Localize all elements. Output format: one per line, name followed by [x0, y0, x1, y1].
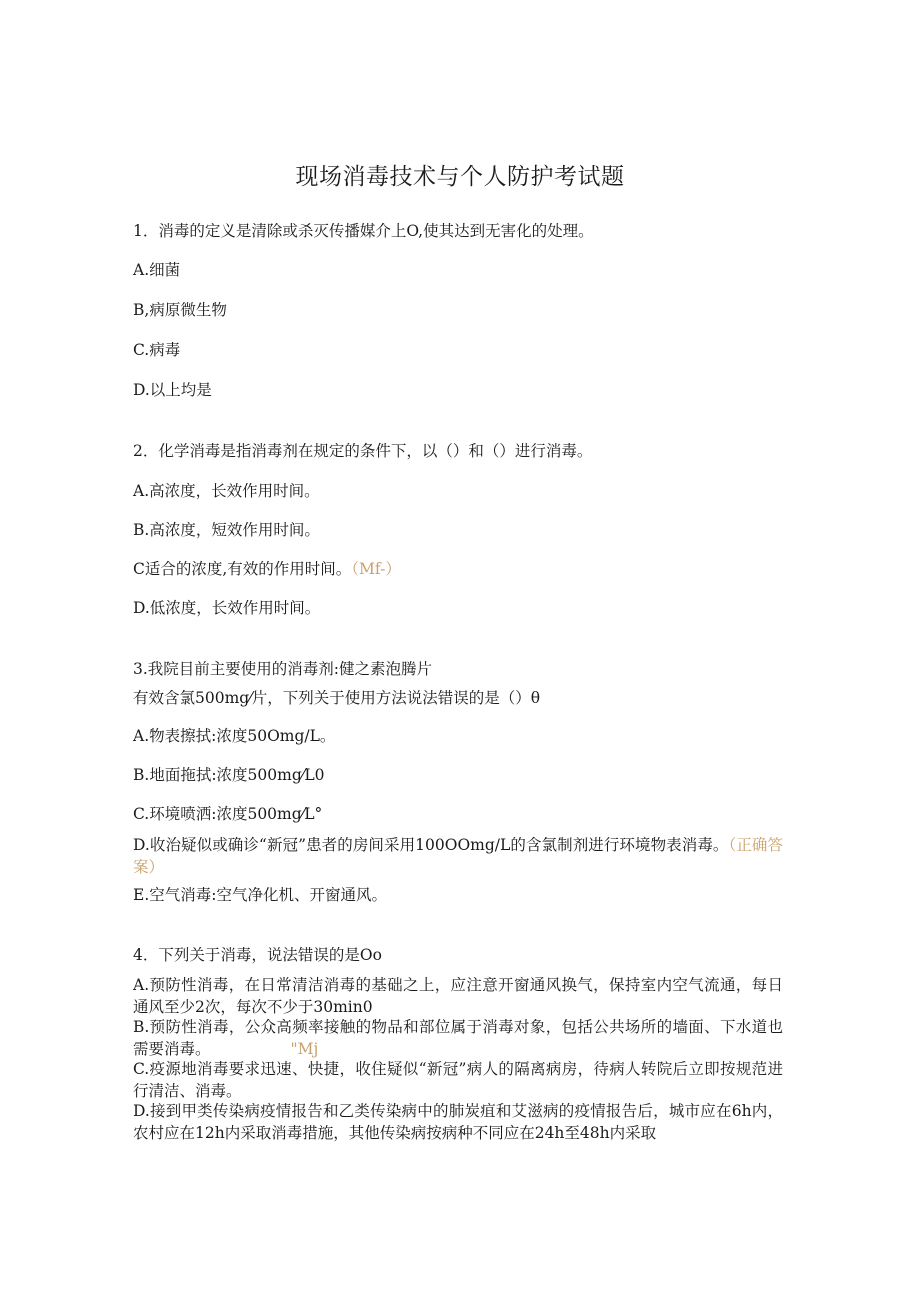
question-3-option-e: E.空气消毒:空气净化机、开窗通风。: [133, 886, 387, 904]
option-text: B.预防性消毒，公众高频率接触的物品和部位属于消毒对象，包括公共场所的墙面、下水道也需要消毒。: [133, 1018, 783, 1058]
question-1-stem: 1．消毒的定义是清除或杀灭传播媒介上O,使其达到无害化的处理。: [133, 222, 594, 240]
answer-mark: （正确答案）: [133, 836, 783, 876]
option-text: C适合的浓度,有效的作用时间。: [133, 560, 352, 578]
page-title: 现场消毒技术与个人防护考试题: [295, 164, 625, 190]
question-3-option-b: B.地面拖拭:浓度500mg⁄L0: [133, 766, 325, 784]
question-2-option-d: D.低浓度，长效作用时间。: [133, 599, 321, 617]
answer-mark: （Mf-）: [351, 560, 401, 578]
question-4-option-c: C.疫源地消毒要求迅速、快捷，收住疑似“新冠”病人的隔离病房，待病人转院后立即按规范进行清洁、消毒。: [133, 1060, 783, 1100]
question-1-option-a: A.细菌: [133, 261, 181, 279]
option-text: D.收治疑似或确诊“新冠”患者的房间采用100OOmg/L的含氯制剂进行环境物表消毒。: [133, 836, 729, 854]
question-3-option-c: C.环境喷洒:浓度500mg⁄L°: [133, 805, 323, 823]
question-3-stem-line-2: 有效含氯500mg⁄片，下列关于使用方法说法错误的是（）θ: [133, 689, 541, 707]
question-1-option-b: B,病原微生物: [133, 301, 227, 319]
question-4-stem: 4．下列关于消毒，说法错误的是Oo: [133, 946, 382, 964]
answer-mark: "Mj: [290, 1040, 319, 1058]
question-4-option-a: A.预防性消毒，在日常清洁消毒的基础之上，应注意开窗通风换气，保持室内空气流通，每日通风至少2次，每次不少于30min0: [133, 976, 783, 1016]
question-3-stem-line-1: 3.我院目前主要使用的消毒剂:健之素泡腾片: [133, 660, 433, 678]
question-2-option-a: A.高浓度，长效作用时间。: [133, 482, 320, 500]
question-2-stem: 2．化学消毒是指消毒剂在规定的条件下，以（）和（）进行消毒。: [133, 442, 593, 460]
question-3-option-a: A.物表擦拭:浓度50Omg/L。: [133, 727, 336, 745]
question-3-option-d: [133, 834, 783, 878]
question-2-option-c: [133, 558, 783, 580]
question-4-option-b: [133, 1016, 783, 1060]
question-4-option-d: D.接到甲类传染病疫情报告和乙类传染病中的肺炭疽和艾滋病的疫情报告后，城市应在6h内，农村应在12h内采取消毒措施，其他传染病按病种不同应在24h至48h内采取: [133, 1102, 783, 1142]
question-2-option-b: B.高浓度，短效作用时间。: [133, 521, 320, 539]
question-1-option-d: D.以上均是: [133, 381, 212, 399]
question-1-option-c: C.病毒: [133, 341, 181, 359]
